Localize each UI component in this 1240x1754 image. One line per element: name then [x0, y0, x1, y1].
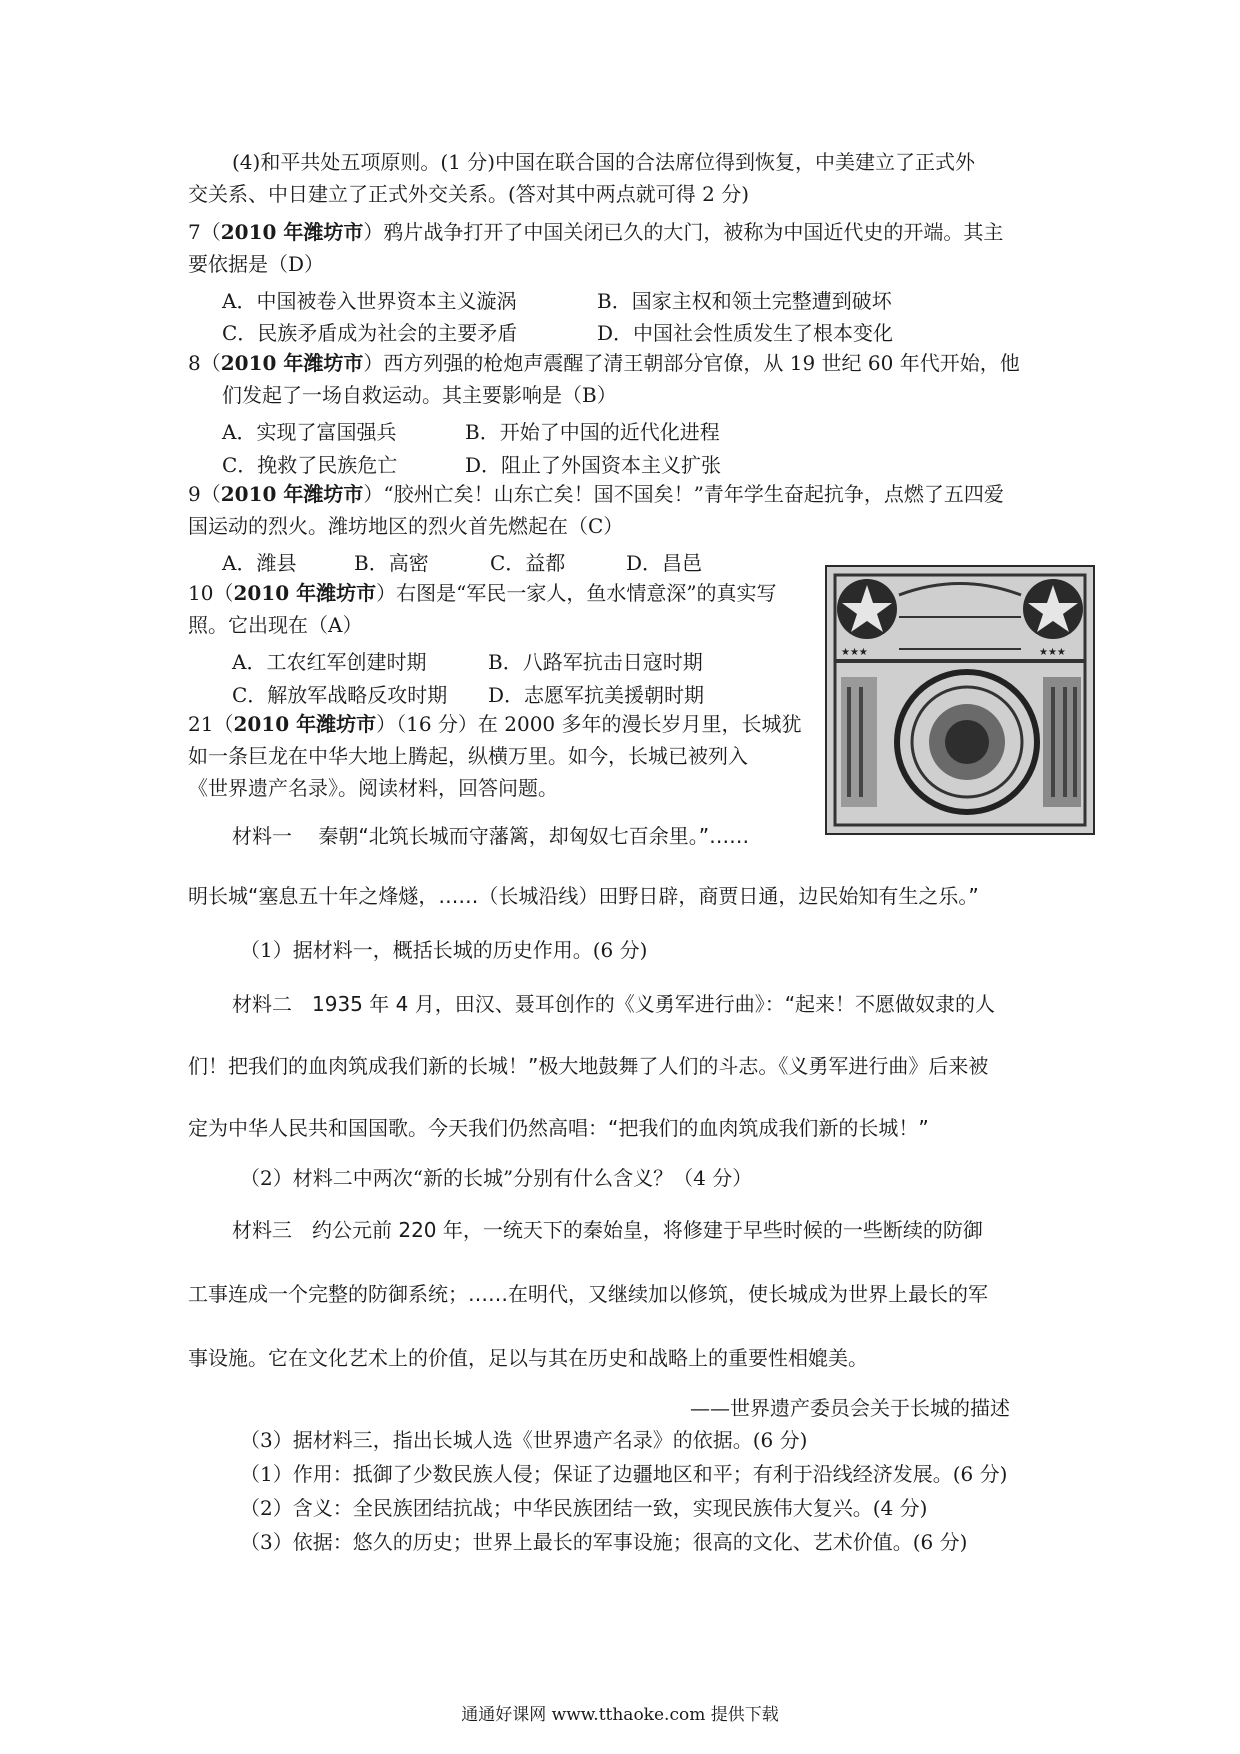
- q9-option-d: D．昌邑: [626, 551, 703, 575]
- question-7-stem: 要依据是（D）: [188, 252, 325, 276]
- source-attribution: ——世界遗产委员会关于长城的描述: [690, 1396, 1010, 1420]
- q7-option-b: B．国家主权和领土完整遭到破坏: [597, 289, 892, 313]
- q10-option-d: D．志愿军抗美援朝时期: [488, 683, 705, 707]
- material-3: 事设施。它在文化艺术上的价值，足以与其在历史和战略上的重要性相媲美。: [188, 1346, 868, 1370]
- material-1: 明长城“塞息五十年之烽燧，……（长城沿线）田野日辟，商贾日通，边民始知有生之乐。”: [188, 884, 979, 908]
- q10-option-b: B．八路军抗击日寇时期: [488, 650, 703, 674]
- q8-option-d: D．阻止了外国资本主义扩张: [465, 453, 722, 477]
- question-9-stem: 9（2010 年潍坊市）“胶州亡矣！山东亡矣！国不国矣！”青年学生奋起抗争，点燃了五四爱: [188, 482, 1004, 506]
- q8-option-b: B．开始了中国的近代化进程: [465, 420, 720, 444]
- sub-question-3: （3）据材料三，指出长城人选《世界遗产名录》的依据。(6 分): [240, 1428, 808, 1452]
- q8-option-c: C．挽救了民族危亡: [222, 453, 398, 477]
- answer-line: (4)和平共处五项原则。(1 分)中国在联合国的合法席位得到恢复，中美建立了正式外: [232, 150, 976, 174]
- material-3: 材料三 约公元前 220 年，一统天下的秦始皇，将修建于早些时候的一些断续的防御: [232, 1218, 983, 1242]
- sub-question-1: （1）据材料一，概括长城的历史作用。(6 分): [240, 938, 648, 962]
- question-7-stem: 7（2010 年潍坊市）鸦片战争打开了中国关闭已久的大门，被称为中国近代史的开端。其主: [188, 220, 1004, 244]
- q7-option-d: D．中国社会性质发生了根本变化: [597, 321, 894, 345]
- q7-option-a: A．中国被卷入世界资本主义漩涡: [222, 289, 517, 313]
- q10-option-c: C．解放军战略反攻时期: [232, 683, 448, 707]
- material-3: 工事连成一个完整的防御系统；……在明代，又继续加以修筑，使长城成为世界上最长的军: [188, 1282, 988, 1306]
- grain-certificate-photo: [825, 565, 1095, 835]
- q10-option-a: A．工农红军创建时期: [232, 650, 427, 674]
- question-21-stem: 《世界遗产名录》。阅读材料，回答问题。: [188, 776, 558, 800]
- q8-option-a: A．实现了富国强兵: [222, 420, 397, 444]
- answer-3: （3）依据：悠久的历史；世界上最长的军事设施；很高的文化、艺术价值。(6 分): [240, 1530, 968, 1554]
- q9-option-c: C．益都: [490, 551, 566, 575]
- q9-option-b: B．高密: [354, 551, 429, 575]
- material-2: 们！把我们的血肉筑成我们新的长城！”极大地鼓舞了人们的斗志。《义勇军进行曲》后来被: [188, 1054, 989, 1078]
- footer: 通通好课网 www.tthaoke.com 提供下载: [461, 1705, 779, 1725]
- answer-line: 交关系、中日建立了正式外交关系。(答对其中两点就可得 2 分): [188, 182, 750, 206]
- question-10-stem: 10（2010 年潍坊市）右图是“军民一家人，鱼水情意深”的真实写: [188, 581, 777, 605]
- question-8-stem: 们发起了一场自救运动。其主要影响是（B）: [222, 383, 617, 407]
- material-2: 定为中华人民共和国国歌。今天我们仍然高唱：“把我们的血肉筑成我们新的长城！”: [188, 1116, 929, 1140]
- answer-1: （1）作用：抵御了少数民族人侵；保证了边疆地区和平；有利于沿线经济发展。(6 分): [240, 1462, 1008, 1486]
- material-1: 材料一 秦朝“北筑长城而守藩篱，却匈奴七百余里。”……: [232, 824, 750, 848]
- question-10-stem: 照。它出现在（A）: [188, 613, 363, 637]
- q7-option-c: C．民族矛盾成为社会的主要矛盾: [222, 321, 518, 345]
- material-2: 材料二 1935 年 4 月，田汉、聂耳创作的《义勇军进行曲》：“起来！不愿做奴隶的人: [232, 992, 996, 1016]
- question-21-stem: 21（2010 年潍坊市）（16 分）在 2000 多年的漫长岁月里，长城犹: [188, 712, 802, 736]
- sub-question-2: （2）材料二中两次“新的长城”分别有什么含义？（4 分）: [240, 1166, 753, 1190]
- svg-text:★★★: ★★★: [841, 647, 868, 658]
- answer-2: （2）含义：全民族团结抗战；中华民族团结一致，实现民族伟大复兴。(4 分): [240, 1496, 928, 1520]
- grain-certificate-image: [827, 567, 1093, 833]
- question-9-stem: 国运动的烈火。潍坊地区的烈火首先燃起在（C）: [188, 514, 624, 538]
- svg-text:★★★: ★★★: [1039, 647, 1066, 658]
- question-21-stem: 如一条巨龙在中华大地上腾起，纵横万里。如今，长城已被列入: [188, 744, 748, 768]
- q9-option-a: A．潍县: [222, 551, 297, 575]
- question-8-stem: 8（2010 年潍坊市）西方列强的枪炮声震醒了清王朝部分官僚，从 19 世纪 60 年代开始，他: [188, 351, 1020, 375]
